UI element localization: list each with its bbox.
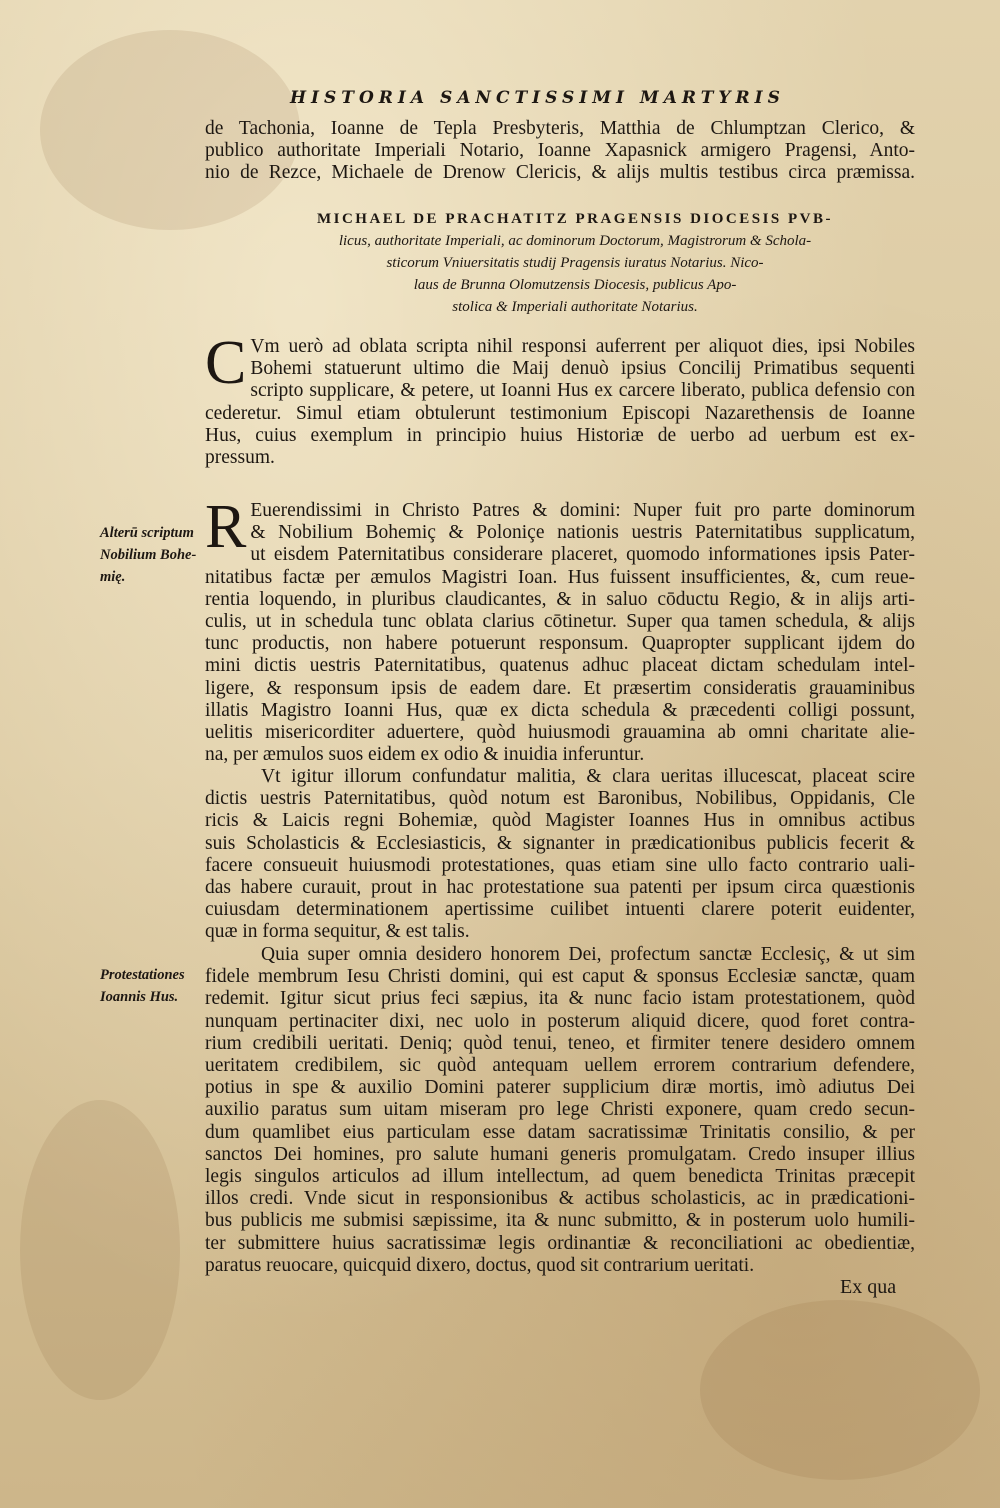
text-line: tunc productis, non habere potuerunt responsum. Quapropter supplicant ijdem do: [205, 633, 915, 655]
intro-paragraph: [205, 118, 915, 185]
text-line: potius in spe & auxilio Domini paterer supplicium diræ mortis, imò adiutus Dei: [205, 1077, 915, 1099]
text-line: redemit. Igitur sicut prius feci sæpius, ita & nunc facio istam protestationem, quòd: [205, 988, 915, 1010]
text-line: ligere, & responsum ipsis de eadem dare. Et præsertim consideratis grauaminibus: [205, 677, 915, 699]
text-line: Bohemi statuerunt ultimo die Maij denuò ipsius Concilij Primatibus sequenti: [250, 358, 915, 380]
text-line: paratus reuocare, quicquid dixero, doctus, quod sit contrarium ueritati.: [205, 1254, 755, 1276]
text-line: facere consueuit huiusmodi protestationes, quas etiam sine ullo facto contrario uali-: [205, 854, 915, 876]
margin-note-line: Nobilium Bohe-: [100, 547, 197, 563]
colophon-line: sticorum Vniuersitatis studij Pragensis iuratus Notarius. Nico-: [386, 255, 764, 271]
paragraph-2: [205, 493, 915, 766]
text-line: nio de Rezce, Michaele de Drenow Clericis, & alijs multis testibus circa præmissa.: [205, 162, 915, 184]
margin-note-line: Protestationes: [100, 967, 185, 983]
text-line: ut eisdem Paternitatibus considerare placeret, quomodo informationes ipsis Pater-: [250, 544, 915, 566]
text-line: Euerendissimi in Christo Patres & domini: Nuper fuit pro parte dominorum: [250, 500, 915, 521]
paper-stain: [700, 1300, 980, 1480]
text-line: ter submittere huius sacratissimæ legis ordinantiæ & reconciliationi ac obedientiæ,: [205, 1232, 915, 1254]
margin-note-line: mię.: [100, 569, 126, 585]
paragraph-1: [205, 329, 915, 469]
text-line: das habere curauit, prout in hac protestatione sua patenti per ipsum circa quæstionis: [205, 877, 915, 899]
colophon-line: laus de Brunna Olomutzensis Diocesis, publicus Apo-: [413, 277, 737, 293]
text-line: illatis Magistro Ioanni Hus, quæ ex dicta schedula & præcedenti colligi possunt,: [205, 699, 915, 721]
text-line: na, per æmulos suos eidem ex odio & inuidia inferuntur.: [205, 744, 645, 766]
margin-note-line: Ioannis Hus.: [100, 989, 179, 1005]
text-line: de Tachonia, Ioanne de Tepla Presbyteris, Matthia de Chlumptzan Clerico, &: [205, 118, 915, 139]
paragraph-3: [205, 766, 915, 944]
text-line: auxilio paratus sum uitam miseram pro lege Christi exponere, quam credo secun-: [205, 1099, 915, 1121]
text-line: mini dictis uestris Paternitatibus, quatenus adhuc placeat dictam schedulam intel-: [205, 655, 915, 677]
text-line: culis, ut in schedula tunc oblata clarius cōtinetur. Super qua tamen schedula, & alijs: [205, 611, 915, 633]
text-line: ueritatem credibilem, sic quòd antequam uellem errorem contrarium defendere,: [205, 1055, 915, 1077]
running-header: HISTORIA SANCTISSIMI MARTYRIS: [290, 88, 785, 108]
margin-note-protestationes: [100, 964, 210, 1008]
text-line: nitatibus factæ per æmulos Magistri Ioan. Hus fuissent insufficientes, &, cum reue-: [205, 566, 915, 588]
paper-stain: [20, 1100, 180, 1400]
text-line: pressum.: [205, 447, 275, 469]
text-line: & Nobilium Bohemiç & Poloniçe nationis uestris Paternitatibus supplicatum,: [250, 522, 915, 544]
drop-cap: C: [205, 329, 247, 397]
text-line: scripto supplicare, & petere, ut Ioanni Hus ex carcere liberato, publica defensio con: [250, 380, 915, 402]
text-line: legis singulos articulos ad illum intellectum, ad quem benedicta Trinitas præcepit: [205, 1166, 915, 1188]
text-line: rium credibili ueritati. Deniq; quòd tenui, teneo, et firmiter tenere desidero omnem: [205, 1032, 915, 1054]
text-line: dum quamlibet eius particulam esse datam sacratissimæ Trinitatis consilio, & per: [205, 1121, 915, 1143]
catchword: Ex qua: [840, 1276, 897, 1298]
notary-colophon: [255, 208, 895, 318]
text-line: illos credi. Vnde sicut in responsionibus & actibus scholasticis, ac in prædicationi-: [205, 1188, 915, 1210]
paragraph-4: [205, 944, 915, 1277]
text-line: dictis uestris Paternitatibus, quòd notum est Baronibus, Nobilibus, Oppidanis, Cle: [205, 788, 915, 810]
text-line: fidele membrum Iesu Christi domini, qui est caput & sponsus Ecclesiæ sanctæ, quam: [205, 966, 915, 988]
colophon-line: stolica & Imperiali authoritate Notarius.: [452, 299, 698, 315]
text-line: Hus, cuius exemplum in principio huius Historiæ de uerbo ad uerbum est ex-: [205, 424, 915, 446]
text-line: Vt igitur illorum confundatur malitia, & clara ueritas illucescat, placeat scire: [261, 766, 915, 787]
text-line: rentia loquendo, in pluribus claudicantes, & in saluo cōductu Regio, & in alijs arti-: [205, 588, 915, 610]
text-line: Quia super omnia desidero honorem Dei, profectum sanctæ Ecclesiç, & ut sim: [261, 944, 915, 965]
text-line: cederetur. Simul etiam obtulerunt testimonium Episcopi Nazarethensis de Ioanne: [205, 402, 915, 424]
text-line: bus publicis me submisi sæpissime, ita & nunc submitto, & in posterum uolo humili-: [205, 1210, 915, 1232]
margin-note-alterum: [100, 522, 210, 588]
text-line: cuiusdam determinationem apertissime cuilibet intuenti clarere poterit euidenter,: [205, 899, 915, 921]
drop-cap: R: [205, 493, 247, 561]
colophon-line: licus, authoritate Imperiali, ac dominorum Doctorum, Magistrorum & Schola-: [338, 233, 812, 249]
text-line: nunquam pertinaciter dixi, nec uolo in posterum aliquid dicere, quod foret contra-: [205, 1010, 915, 1032]
text-line: uelitis misericorditer aduertere, quòd huiusmodi grauamina ab omni charitate alie-: [205, 722, 915, 744]
text-line: suis Scholasticis & Ecclesiasticis, & signanter in prædicationibus publicis fecerit &: [205, 832, 915, 854]
margin-note-line: Alterū scriptum: [100, 525, 194, 541]
text-line: sanctos Dei homines, pro salute humani generis promulgatam. Credo insuper illius: [205, 1143, 915, 1165]
text-line: publico authoritate Imperiali Notario, Ioanne Xapasnick armigero Pragensi, Anto-: [205, 140, 915, 162]
text-line: Vm uerò ad oblata scripta nihil responsi auferrent per aliquot dies, ipsi Nobiles: [250, 336, 915, 357]
text-line: ricis & Laicis regni Bohemiæ, quòd Magister Ioannes Hus in omnibus actibus: [205, 810, 915, 832]
text-line: quæ in forma sequitur, & est talis.: [205, 921, 470, 943]
colophon-line: MICHAEL DE PRACHATITZ PRAGENSIS DIOCESIS PVB-: [316, 211, 834, 227]
